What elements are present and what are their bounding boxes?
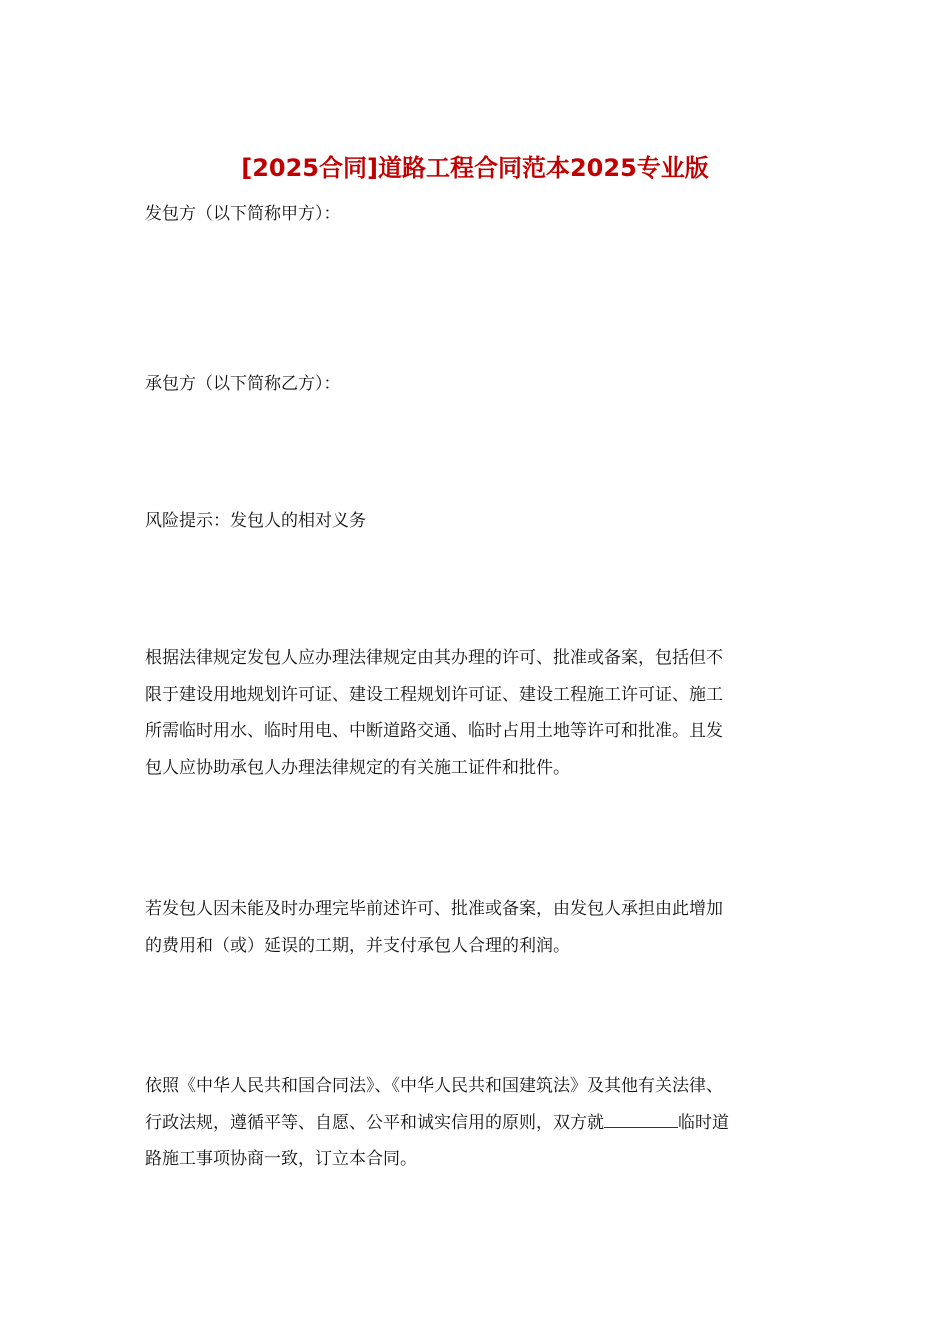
fill-in-blank	[604, 1109, 678, 1128]
paragraph-line: 所需临时用水、临时用电、中断道路交通、临时占用土地等许可和批准。且发	[145, 721, 723, 741]
paragraph-line	[145, 1105, 810, 1142]
paragraph-liability	[145, 891, 810, 964]
party-a-label: 发包方（以下简称甲方）：	[145, 204, 341, 224]
paragraph-line: 路施工事项协商一致，订立本合同。	[145, 1149, 417, 1169]
paragraph-basis	[145, 1068, 810, 1178]
document-title: [2025合同]道路工程合同范本2025专业版	[241, 154, 709, 182]
paragraph-text: 临时道	[678, 1112, 729, 1133]
paragraph-line: 若发包人因未能及时办理完毕前述许可、批准或备案，由发包人承担由此增加	[145, 899, 723, 919]
paragraph-obligations	[145, 640, 810, 786]
paragraph-line: 包人应协助承包人办理法律规定的有关施工证件和批件。	[145, 757, 570, 778]
risk-heading: 风险提示：发包人的相对义务	[145, 511, 366, 531]
paragraph-line: 根据法律规定发包人应办理法律规定由其办理的许可、批准或备案，包括但不	[145, 648, 723, 668]
paragraph-line: 依照《中华人民共和国合同法》、《中华人民共和国建筑法》及其他有关法律、	[145, 1076, 723, 1096]
party-b-label: 承包方（以下简称乙方）：	[145, 374, 341, 394]
paragraph-text: 行政法规，遵循平等、自愿、公平和诚实信用的原则，双方就	[145, 1112, 604, 1133]
paragraph-line: 限于建设用地规划许可证、建设工程规划许可证、建设工程施工许可证、施工	[145, 684, 723, 705]
paragraph-line: 的费用和（或）延误的工期，并支付承包人合理的利润。	[145, 935, 570, 956]
